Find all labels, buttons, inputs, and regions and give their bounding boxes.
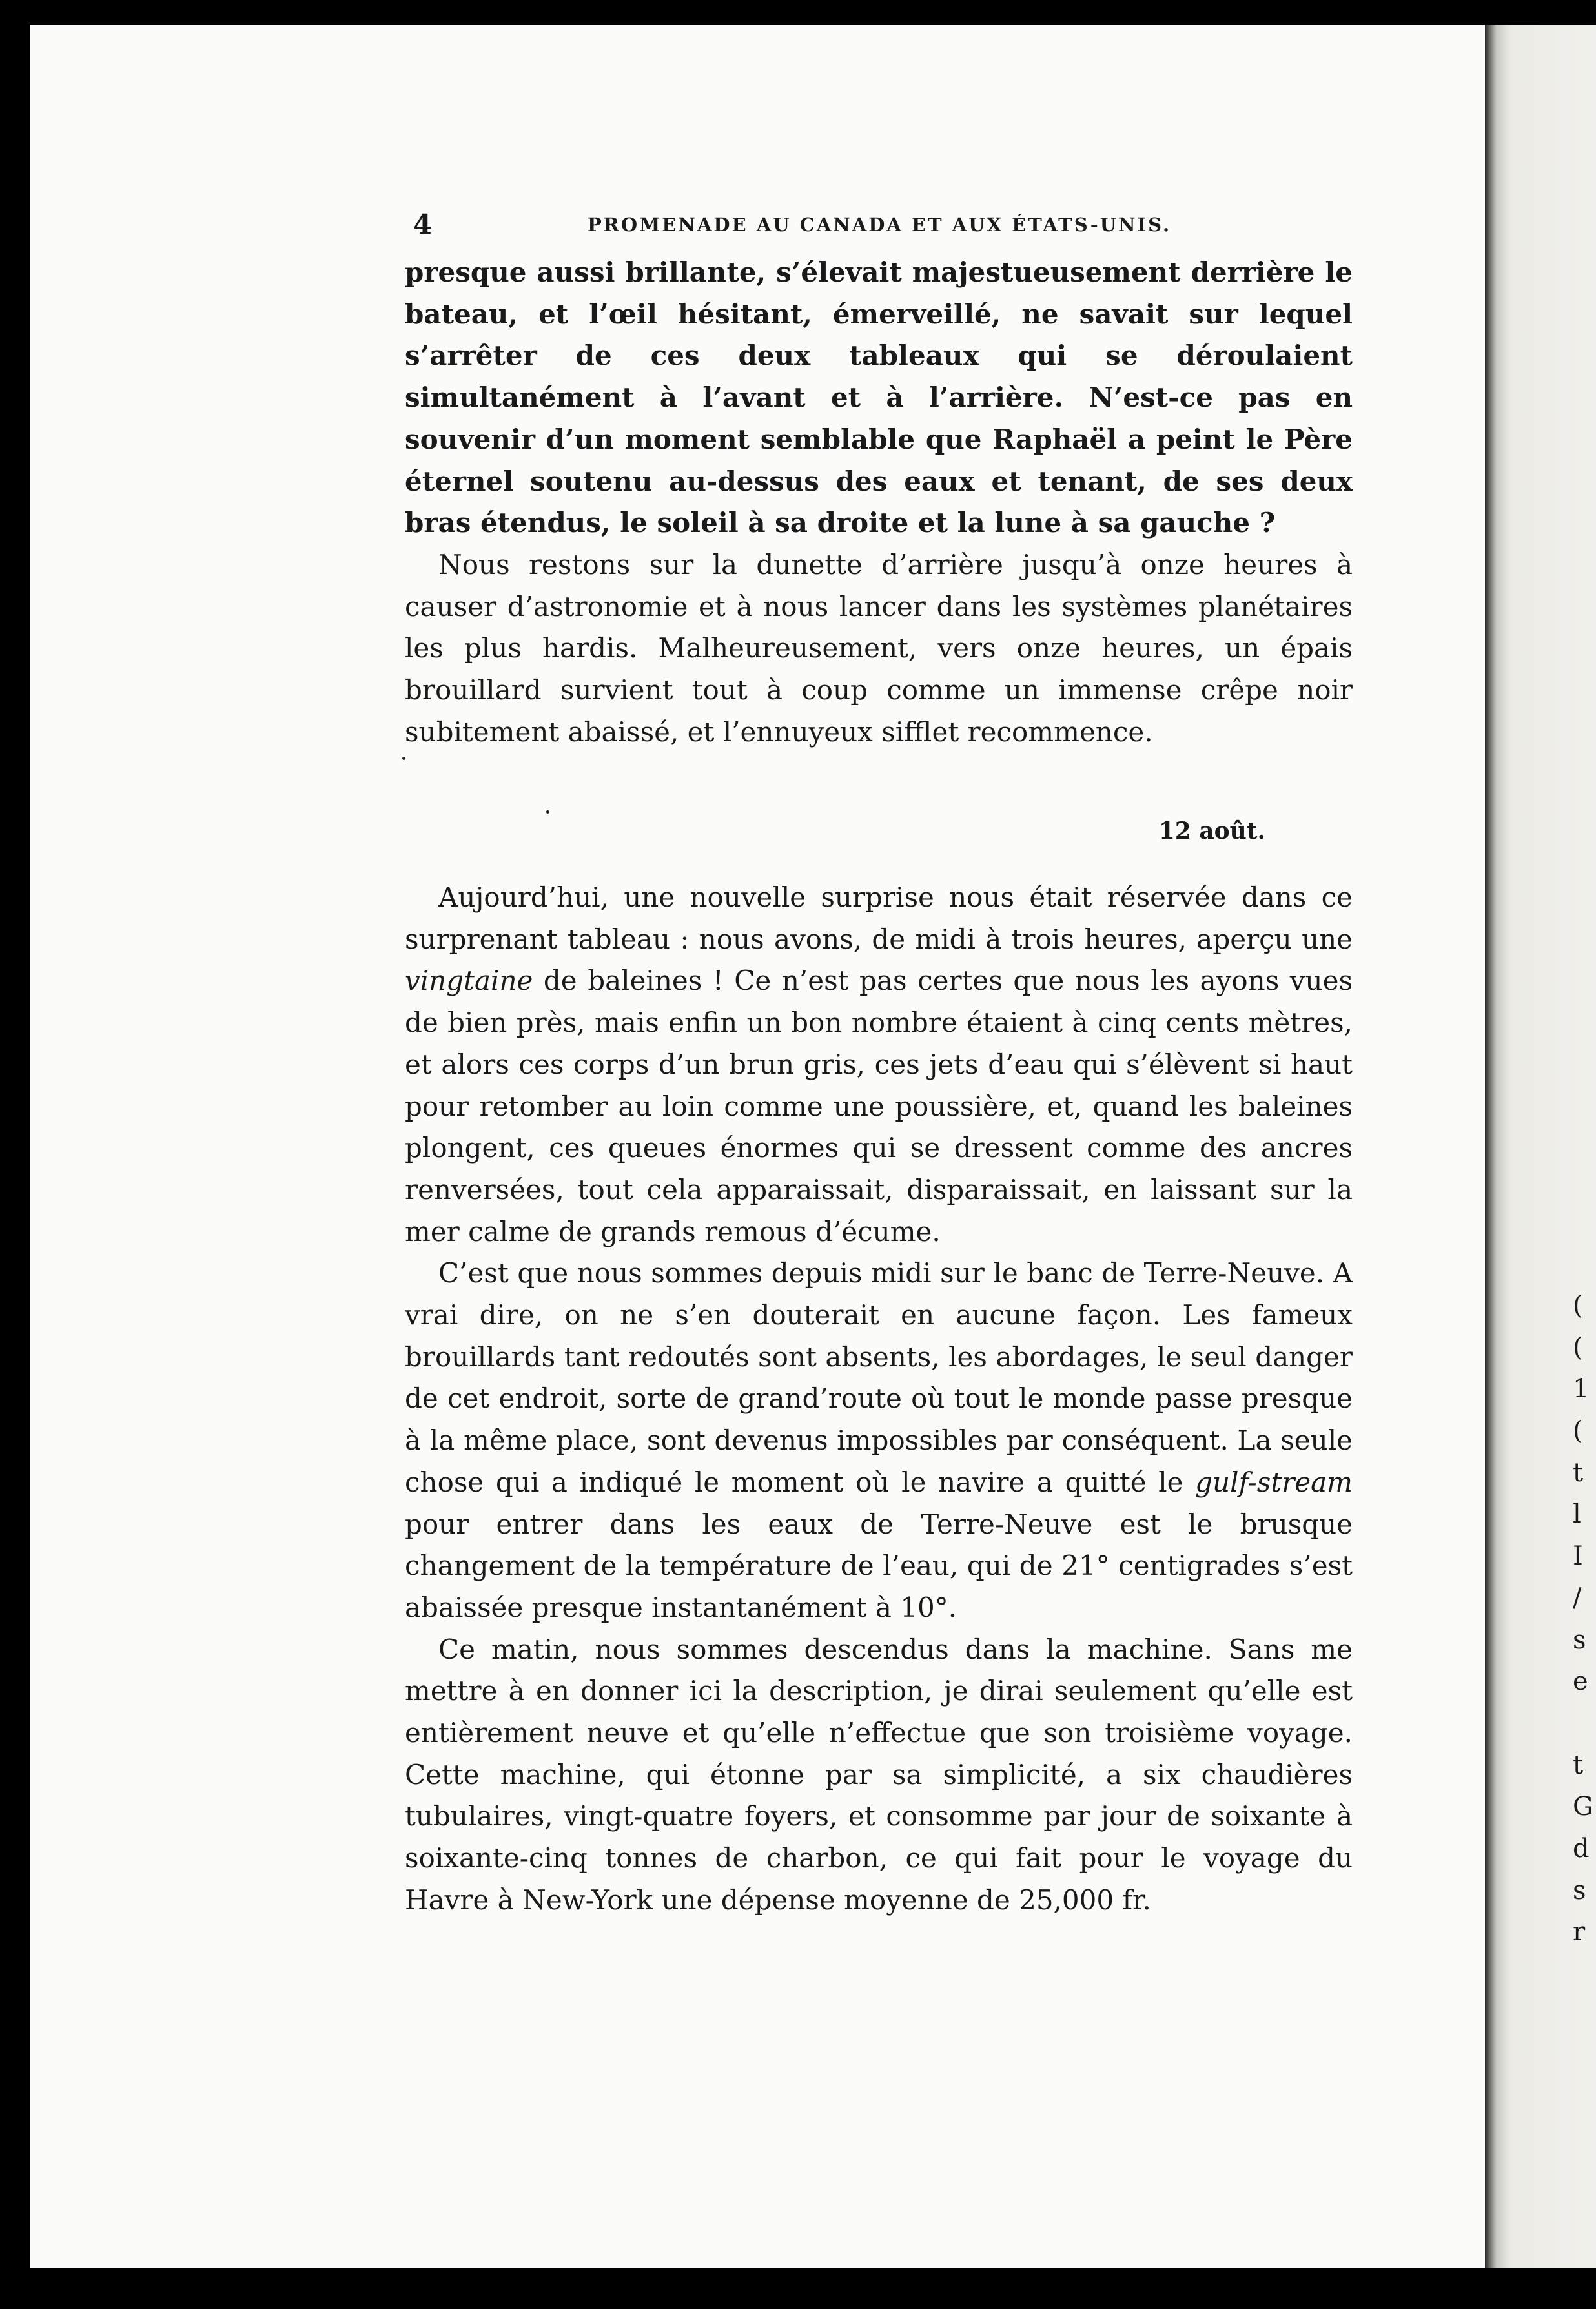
text-run: pour entrer dans les eaux de Terre-Neuve est le brusque changement de la température de l’eau, qui de 21° centigrades s’est abaissée presque instantanément à 10°. (405, 1508, 1353, 1623)
italic-run: gulf-stream (1195, 1466, 1353, 1498)
paragraph-engine: Ce matin, nous sommes descendus dans la machine. Sans me mettre à en donner ici la description, je dirai seulement qu’elle est entièrement neuve et qu’elle n’effectue que son troisième voyage. Cette machine, qui étonne par sa simplicité, a six chaudières tubulaires, vingt-quatre foyers, et consomme par jour de soixante à soixante-cinq tonnes de charbon, ce qui fait pour le voyage du Havre à New-York une dépense moyenne de 25,000 fr. (405, 1633, 1353, 1916)
paragraph-newfoundland (405, 1253, 1353, 1628)
entry-date: 12 août. (1158, 817, 1265, 845)
top-border (0, 0, 1596, 15)
margin-letter: s (1573, 1875, 1586, 1905)
margin-letter: e (1573, 1667, 1588, 1697)
page-number: 4 (413, 209, 433, 240)
margin-letter: G (1573, 1792, 1593, 1822)
text-block-1 (405, 252, 1353, 753)
margin-letter: I (1573, 1541, 1583, 1572)
ink-speck (546, 810, 549, 814)
ink-speck (402, 757, 405, 760)
text-run: de baleines ! Ce n’est pas certes que nous les ayons vues de bien près, mais enfin un bon nombre étaient à cinq cents mètres, et alors ces corps d’un brun gris, ces jets d’eau qui s’élèvent si haut pour retomber au loin comme une poussière, et, quand les baleines plongent, ces queues énormes qui se dressent comme des ancres renversées, tout cela apparaissait, disparaissait, en laissant sur la mer calme de grands remous d’écume. (405, 965, 1353, 1247)
bottom-border (0, 2268, 1596, 2309)
margin-letter: 1 (1573, 1374, 1590, 1404)
paragraph-whales (405, 877, 1353, 1253)
margin-letter (1573, 1703, 1596, 1745)
margin-letter: ( (1573, 1416, 1583, 1446)
margin-letter: ( (1573, 1332, 1583, 1362)
text-run: Aujourd’hui, une nouvelle surprise nous était réservée dans ce surprenant tableau : nous avons, de midi à trois heures, aperçu une (405, 881, 1353, 955)
running-head (413, 205, 1330, 244)
margin-letter: r (1573, 1917, 1586, 1947)
paragraph-continued: presque aussi brillante, s’élevait majestueusement derrière le bateau, et l’œil hésitant, émerveillé, ne savait sur lequel s’arrêter de ces deux tableaux qui se déroulaient simultanément à l’avant et à l’arrière. N’est-ce pas en souvenir d’un moment semblable que Raphaël a peint le Père éternel soutenu au-dessus des eaux et tenant, de ses deux bras étendus, le soleil à sa droite et la lune à sa gauche ? (405, 256, 1353, 539)
margin-letter: t (1573, 1457, 1584, 1488)
paragraph: Nous restons sur la dunette d’arrière jusqu’à onze heures à causer d’astronomie et à nous lancer dans les systèmes planétaires les plus hardis. Malheureusement, vers onze heures, un épais brouillard survient tout à coup comme un immense crêpe noir subitement abaissé, et l’ennuyeux sifflet recommence. (405, 548, 1353, 748)
text-run: C’est que nous sommes depuis midi sur le banc de Terre-Neuve. A vrai dire, on ne s’en douterait en aucune façon. Les fameux brouillards tant redoutés sont absents, les abordages, le seul danger de cet endroit, sorte de grand’route où tout le monde passe presque à la même place, sont devenus impossibles par conséquent. La seule chose qui a indiqué le moment où le navire a quitté le (405, 1257, 1353, 1498)
facing-page-text-fragments (1573, 1285, 1596, 1953)
margin-letter: l (1573, 1499, 1581, 1530)
margin-letter: t (1573, 1750, 1584, 1780)
margin-letter: ( (1573, 1291, 1583, 1320)
running-title: PROMENADE AU CANADA ET AUX ÉTATS-UNIS. (588, 214, 1172, 236)
text-block-2 (405, 877, 1353, 1922)
margin-letter: / (1573, 1583, 1582, 1613)
italic-run: vingtaine (405, 965, 533, 997)
margin-letter: d (1573, 1833, 1590, 1863)
margin-letter: s (1573, 1625, 1586, 1655)
